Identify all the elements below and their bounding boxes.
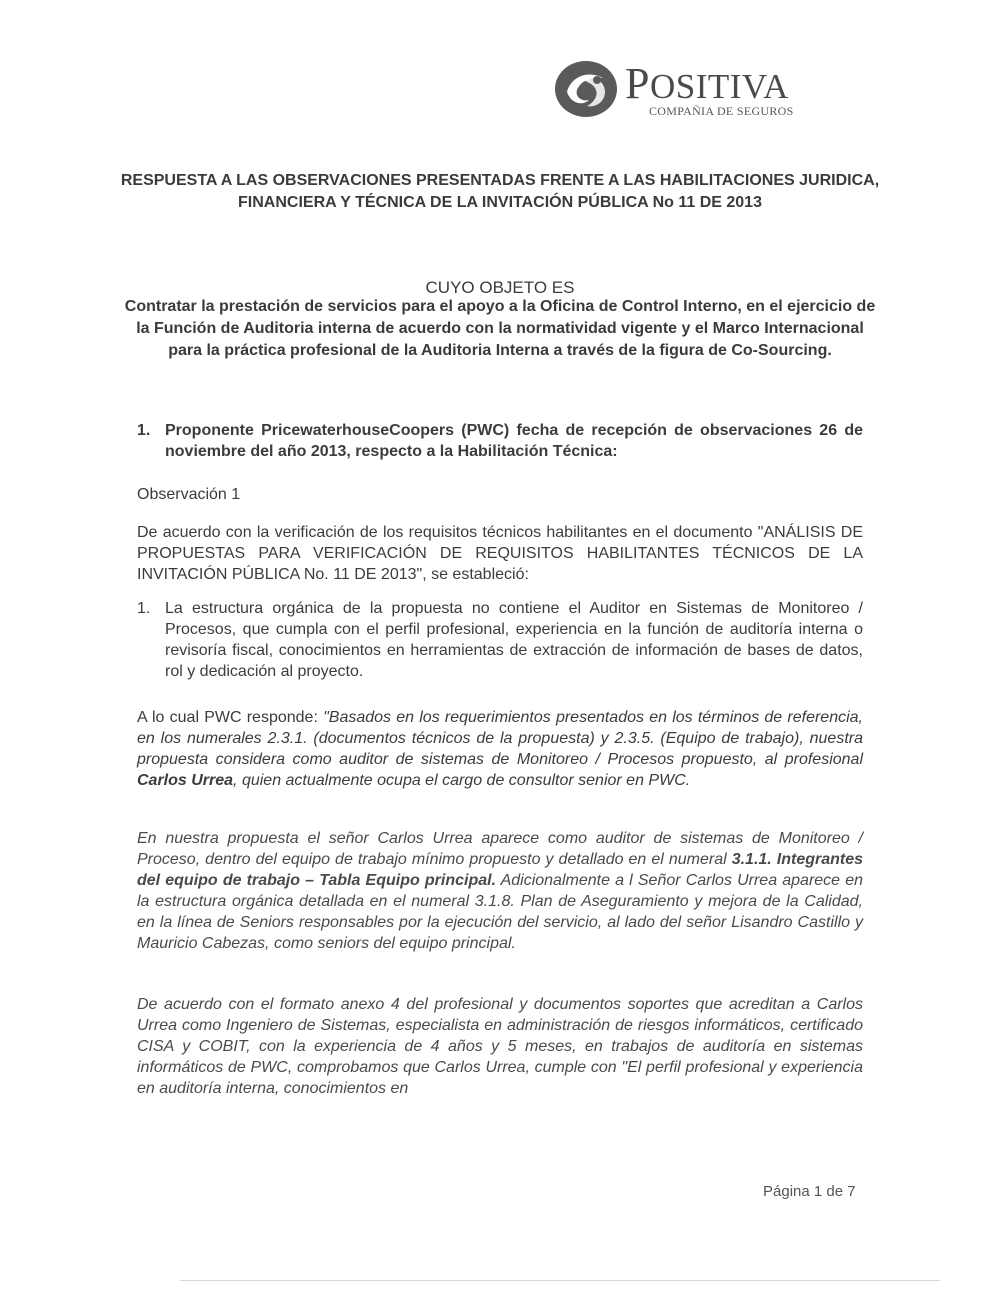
- observation-label: Observación 1: [137, 486, 241, 503]
- document-title: RESPUESTA A LAS OBSERVACIONES PRESENTADAS FRENTE A LAS HABILITACIONES JURIDICA, FINANCIERA Y TÉCNICA DE LA INVITACIÓN PÚBLICA No 11 DE 2013: [120, 172, 880, 211]
- page-number: Página 1 de 7: [763, 1183, 856, 1200]
- intro-paragraph: De acuerdo con la verificación de los requisitos técnicos habilitantes en el documento "ANÁLISIS DE PROPUESTAS PARA VERIFICACIÓN DE REQUISITOS HABILITANTES TÉCNICOS DE LA INVITACIÓN PÚBLICA No. 11 DE 2013", se estableció:: [137, 524, 863, 583]
- pwc-response-lead: A lo cual PWC responde:: [137, 709, 324, 726]
- company-logo: [553, 56, 843, 126]
- paragraph-2-part-2: Adicionalmente a l Señor Carlos Urrea aparece en la estructura orgánica detallada en el numeral 3.1.8. Plan de Aseguramiento y mejora de la Calidad, en la línea de Seniors responsables por la ejecución del servicio, al lado del señor Lisandro Castillo y Mauricio Cabezas, como seniors del equipo principal.: [137, 872, 864, 952]
- logo-wordmark: POSITIVA: [625, 59, 789, 108]
- object-heading: CUYO OBJETO ES: [425, 278, 575, 297]
- logo-subtitle: COMPAÑIA DE SEGUROS: [649, 104, 794, 118]
- paragraph-3: De acuerdo con el formato anexo 4 del profesional y documentos soportes que acreditan a Carlos Urrea como Ingeniero de Sistemas, especialista en administración de riesgos informáticos, certificado CISA y COBIT, con la experiencia de 4 años y 5 meses, en trabajos de auditoría en sistemas informáticos de PWC, comprobamos que Carlos Urrea, cumple con "El perfil profesional y experiencia en auditoría interna, conocimientos en: [137, 996, 863, 1097]
- pwc-response-quote-1: "Basados en los requerimientos presentados en los términos de referencia, en los numerales 2.3.1. (documentos técnicos de la propuesta) y 2.3.5. (Equipo de trabajo), nuestra propuesta considera como auditor de sistemas de Monitoreo / Procesos propuesto, al profesional: [137, 709, 864, 768]
- pwc-response-quote-bold: Carlos Urrea: [137, 772, 234, 789]
- section-1-text: Proponente PricewaterhouseCoopers (PWC) fecha de recepción de observaciones 26 de noviembre del año 2013, respecto a la Habilitación Técnica:: [165, 422, 863, 460]
- list-item-1-text: La estructura orgánica de la propuesta no contiene el Auditor en Sistemas de Monitoreo / Procesos, que cumpla con el perfil profesional, experiencia en la función de auditoría interna o revisoría fiscal, conocimientos en herramientas de extracción de información de bases de datos, rol y dedicación al proyecto.: [165, 600, 863, 680]
- paragraph-2: [137, 828, 863, 954]
- object-text: Contratar la prestación de servicios para el apoyo a la Oficina de Control Interno, en el ejercicio de la Función de Auditoria interna de acuerdo con la normatividad vigente y el Marco Internacional para la práctica profesional de la Auditoria Interna a través de la figura de Co-Sourcing.: [124, 298, 876, 359]
- paragraph-2-part-1: En nuestra propuesta el señor Carlos Urrea aparece como auditor de sistemas de Monitoreo / Proceso, dentro del equipo de trabajo mínimo propuesto y detallado en el numeral: [137, 830, 863, 868]
- scan-edge-line: [180, 1280, 940, 1281]
- pwc-response-quote-2: , quien actualmente ocupa el cargo de consultor senior en PWC.: [233, 772, 691, 789]
- list-item-1: [137, 598, 863, 682]
- positiva-logo-icon: [553, 58, 619, 120]
- paragraph-2-bold: 3.1.1. Integrantes del equipo de trabajo – Tabla Equipo principal.: [137, 851, 864, 889]
- section-1-number: 1.: [137, 422, 151, 439]
- section-1: [137, 420, 863, 462]
- list-item-1-number: 1.: [137, 600, 151, 617]
- pwc-response-paragraph: [137, 707, 863, 791]
